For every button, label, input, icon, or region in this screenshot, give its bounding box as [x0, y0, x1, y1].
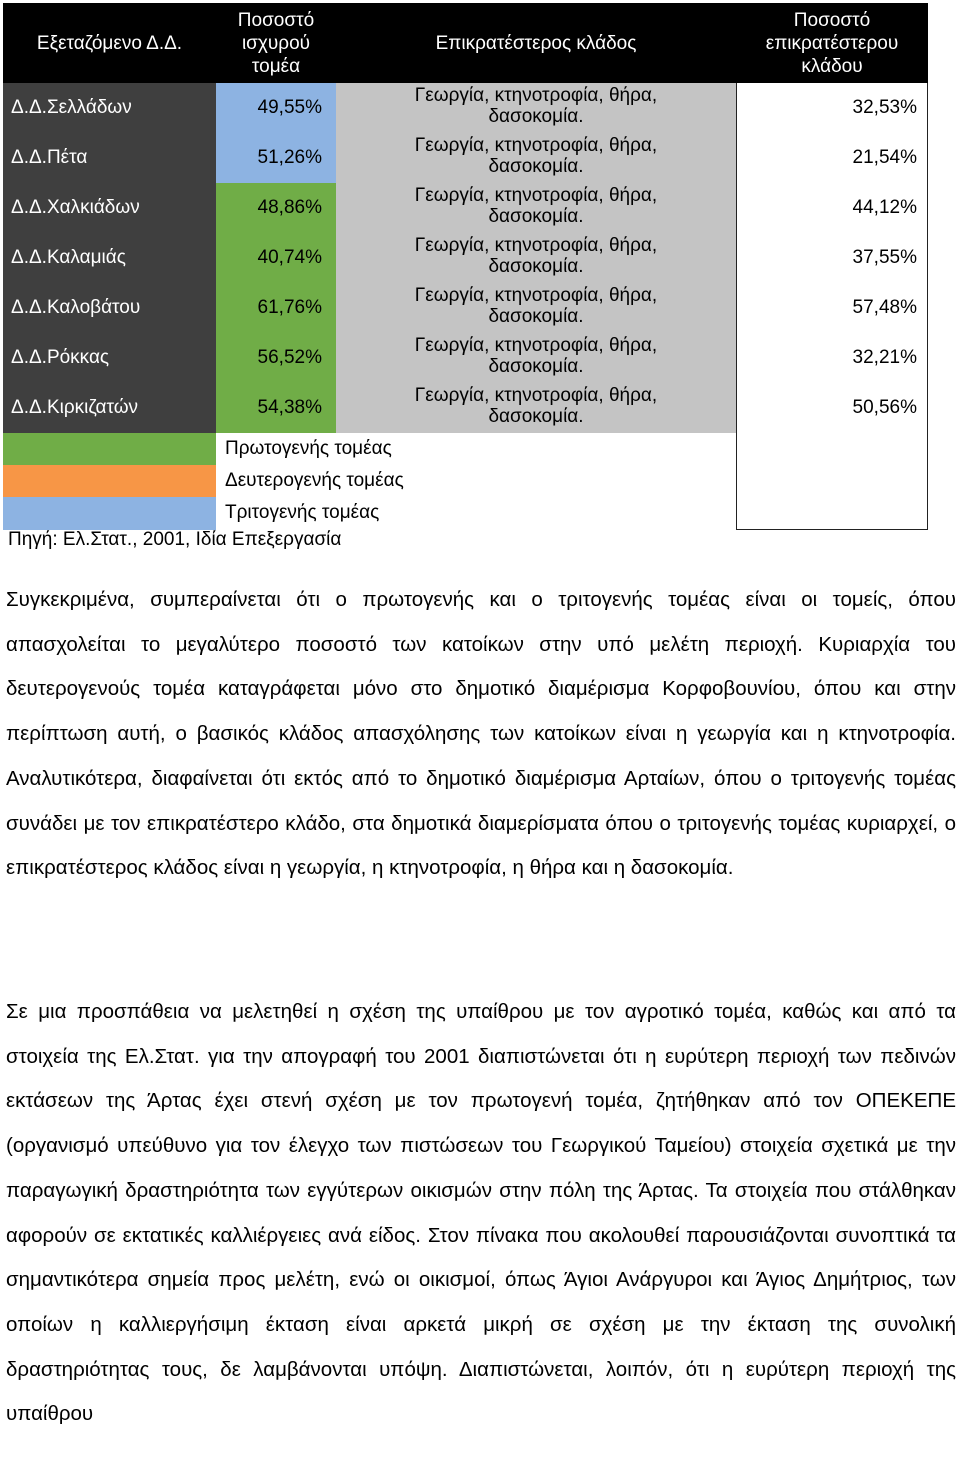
paragraph-2: Σε μια προσπάθεια να μελετηθεί η σχέση της υπαίθρου με τον αγροτικό τομέα, καθώς και από τα στοιχεία της Ελ.Στατ. για την απογραφή του 2001 διαπιστώνεται ότι η ευρύτερη περιοχή των πεδινών εκτάσεων της Άρτας έχει στενή σχέση με τον πρωτογενή τομέα, ζητήθηκαν από τον ΟΠΕΚΕΠΕ (οργανισμό υπεύθυνο για τον έλεγχο των πιστώσεων του Γεωργικού Ταμείου) στοιχεία σχετικά με την παραγωγική δραστηριότητα των εγγύτερων οικισμών στην πόλη της Άρτας. Τα στοιχεία που στάλθηκαν αφορούν σε εκτατικές καλλιέργειες ανά είδος. Στον πίνακα που ακολουθεί παρουσιάζονται συνοπτικά τα σημαντικότερα σημεία προς μελέτη, ενώ οι οικισμοί, όπως Άγιοι Ανάργυροι και Άγιος Δημήτριος, των οποίων η καλλιεργήσιμη έκταση είναι αρκετά μικρή σε σχέση με την έκταση της συνολική δραστηριότητας τους, δε λαμβάνονται υπόψη. Διαπιστώνεται, λοιπόν, ότι η ευρύτερη περιοχή της υπαίθρου: [6, 1000, 956, 1426]
sector-table: [3, 3, 928, 530]
header-dominant-branch: Επικρατέστερος κλάδος: [435, 32, 637, 54]
strong-sector-pct: 48,86%: [216, 183, 336, 233]
dominant-branch-pct: 37,55%: [736, 233, 928, 283]
strong-sector-pct: 51,26%: [216, 133, 336, 183]
header-strong-sector-pct: Ποσοστό ισχυρού τομέα: [237, 9, 315, 77]
table-source: Πηγή: Ελ.Στατ., 2001, Ιδία Επεξεργασία: [8, 529, 342, 550]
legend-label-primary: Πρωτογενής τομέας: [225, 438, 392, 459]
dominant-branch-pct: 44,12%: [736, 183, 928, 233]
legend-label-tertiary: Τριτογενής τομέας: [225, 502, 380, 523]
dominant-branch-line1: Γεωργία, κτηνοτροφία, θήρα,: [414, 335, 658, 356]
column-border: [736, 433, 928, 530]
header-district: Εξεταζόμενο Δ.Δ.: [36, 32, 183, 54]
dominant-branch: [336, 133, 736, 183]
dominant-branch-pct: 57,48%: [736, 283, 928, 333]
table-row: [3, 283, 928, 333]
dominant-branch-pct: 32,53%: [736, 83, 928, 133]
dominant-branch-line2: δασοκομία.: [488, 306, 584, 327]
strong-sector-pct: 49,55%: [216, 83, 336, 133]
legend-label-secondary: Δευτερογενής τομέας: [225, 470, 404, 491]
strong-sector-pct: 56,52%: [216, 333, 336, 383]
table-row: [3, 333, 928, 383]
dominant-branch: [336, 83, 736, 133]
strong-sector-pct: 40,74%: [216, 233, 336, 283]
dominant-branch-line1: Γεωργία, κτηνοτροφία, θήρα,: [414, 285, 658, 306]
table-row: [3, 383, 928, 433]
dominant-branch-line2: δασοκομία.: [488, 356, 584, 377]
strong-sector-pct: 61,76%: [216, 283, 336, 333]
dominant-branch-line2: δασοκομία.: [488, 206, 584, 227]
dominant-branch-pct: 21,54%: [736, 133, 928, 183]
legend-swatch-secondary: [3, 465, 216, 497]
table-row: [3, 83, 928, 133]
dominant-branch-pct: 32,21%: [736, 333, 928, 383]
dominant-branch: [336, 283, 736, 333]
dominant-branch-line2: δασοκομία.: [488, 106, 584, 127]
dominant-branch-line1: Γεωργία, κτηνοτροφία, θήρα,: [414, 85, 658, 106]
dominant-branch-line2: δασοκομία.: [488, 156, 584, 177]
dominant-branch: [336, 383, 736, 433]
table-row: [3, 183, 928, 233]
district-name: Δ.Δ.Κιρκιζατών: [3, 383, 216, 433]
legend-swatch-tertiary: [3, 497, 216, 530]
dominant-branch-line1: Γεωργία, κτηνοτροφία, θήρα,: [414, 185, 658, 206]
dominant-branch: [336, 183, 736, 233]
district-name: Δ.Δ.Σελλάδων: [3, 83, 216, 133]
header-dominant-branch-pct: Ποσοστό επικρατέστερου κλάδου: [765, 9, 899, 77]
table-row: [3, 133, 928, 183]
district-name: Δ.Δ.Καλαμιάς: [3, 233, 216, 283]
legend: [3, 433, 928, 530]
dominant-branch-line1: Γεωργία, κτηνοτροφία, θήρα,: [414, 385, 658, 406]
dominant-branch-line1: Γεωργία, κτηνοτροφία, θήρα,: [414, 135, 658, 156]
legend-swatch-primary: [3, 433, 216, 465]
dominant-branch: [336, 233, 736, 283]
dominant-branch-line2: δασοκομία.: [488, 406, 584, 427]
dominant-branch-line1: Γεωργία, κτηνοτροφία, θήρα,: [414, 235, 658, 256]
district-name: Δ.Δ.Ρόκκας: [3, 333, 216, 383]
district-name: Δ.Δ.Καλοβάτου: [3, 283, 216, 333]
paragraph-1: Συγκεκριμένα, συμπεραίνεται ότι ο πρωτογενής και ο τριτογενής τομέας είναι οι τομείς, όπου απασχολείται το μεγαλύτερο ποσοστό των κατοίκων στην υπό μελέτη περιοχή. Κυριαρχία του δευτερογενούς τομέα καταγράφεται μόνο στο δημοτικό διαμέρισμα Κορφοβουνίου, όπου και στην περίπτωση αυτή, ο βασικός κλάδος απασχόλησης των κατοίκων είναι η γεωργία και η κτηνοτροφία. Αναλυτικότερα, διαφαίνεται ότι εκτός από το δημοτικό διαμέρισμα Αρταίων, όπου ο τριτογενής τομέας συνάδει με τον επικρατέστερο κλάδο, στα δημοτικά διαμερίσματα όπου ο τριτογενής τομέας κυριαρχεί, ο επικρατέστερος κλάδος είναι η γεωργία, η κτηνοτροφία, η θήρα και η δασοκομία.: [6, 588, 956, 880]
dominant-branch-pct: 50,56%: [736, 383, 928, 433]
dominant-branch: [336, 333, 736, 383]
strong-sector-pct: 54,38%: [216, 383, 336, 433]
dominant-branch-line2: δασοκομία.: [488, 256, 584, 277]
district-name: Δ.Δ.Χαλκιάδων: [3, 183, 216, 233]
table-row: [3, 233, 928, 283]
district-name: Δ.Δ.Πέτα: [3, 133, 216, 183]
